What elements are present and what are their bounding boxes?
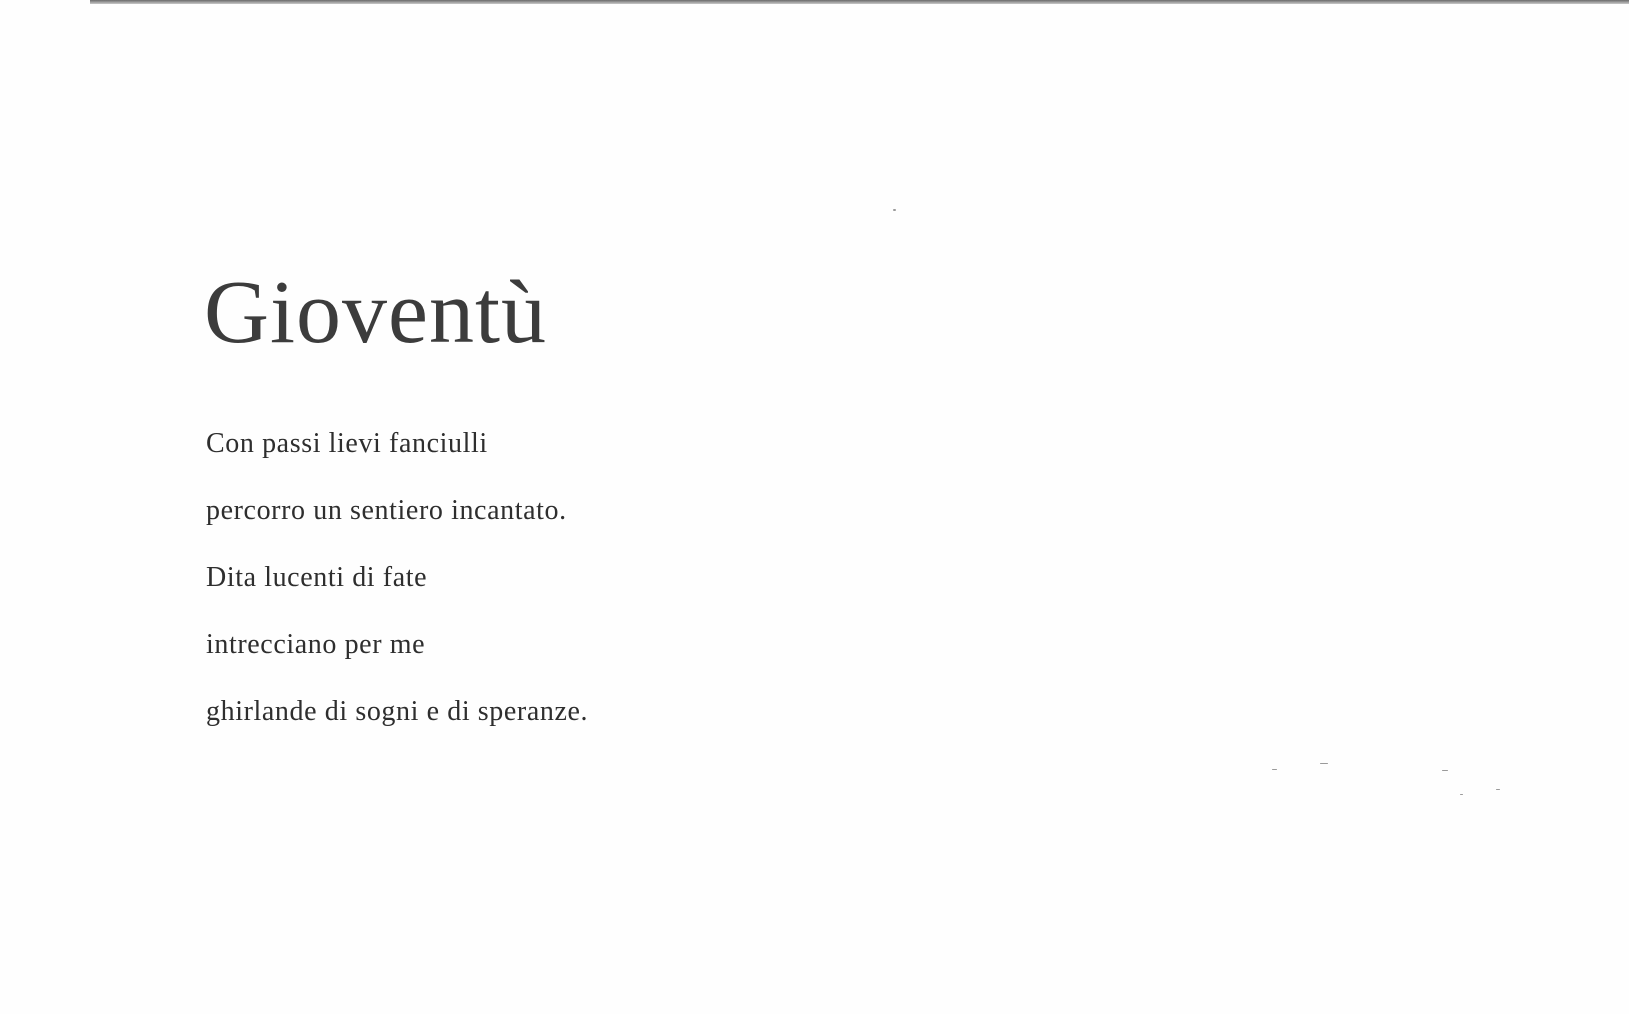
poem-line: ghirlande di sogni e di speranze. [206, 696, 589, 727]
poem-line: percorro un sentiero incantato. [206, 495, 567, 526]
scan-speck [1442, 770, 1448, 771]
scan-speck [1460, 794, 1463, 795]
scan-speck [1272, 769, 1277, 770]
poem-line: Dita lucenti di fate [206, 562, 428, 593]
poem-line: Con passi lievi fanciulli [206, 428, 488, 459]
poem-body [206, 424, 588, 759]
scan-speck [1496, 789, 1500, 790]
poem-line: intrecciano per me [206, 629, 426, 660]
scan-edge-line [90, 0, 1629, 4]
scan-speck [1320, 763, 1328, 764]
scan-speck [893, 209, 896, 211]
poem-title: Gioventù [204, 263, 547, 362]
